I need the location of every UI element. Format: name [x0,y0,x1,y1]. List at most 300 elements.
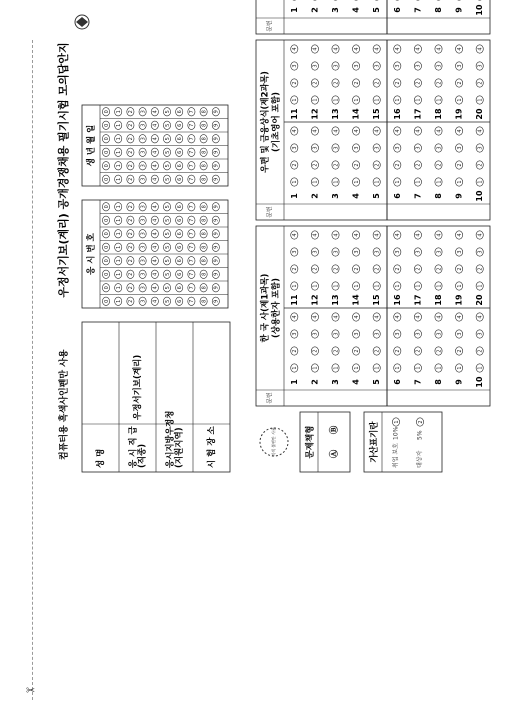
question-number: 13 [331,294,340,306]
exam-digit-bubble-label: 3 [140,232,147,236]
answer-bubble-label: 3 [312,250,319,254]
birth-digit-bubble-label: 8 [201,164,208,168]
answer-bubble-label: 3 [374,332,381,336]
question-number: 9 [454,193,464,199]
exam-digit-bubble-label: 4 [152,205,159,209]
answer-bubble-label: 1 [333,366,340,370]
exam-digit-bubble-label: 5 [164,218,171,222]
birth-digit-bubble-label: 1 [116,110,122,114]
exam-digit-bubble-label: 8 [201,205,208,209]
bonus-mark-bubble-label: 1 [393,420,400,424]
question-number: 5 [372,379,382,385]
birth-digit-bubble-label: 6 [177,164,183,168]
exam-digit-bubble-label: 9 [213,232,220,236]
info-label-2: (지원지역) [174,427,185,468]
answer-bubble-label: 3 [374,64,381,68]
answer-bubble-label: 2 [395,267,402,271]
answer-bubble-label: 3 [436,332,443,336]
answer-bubble-label: 4 [395,315,402,319]
answer-bubble-label: 4 [292,315,299,319]
answer-bubble-label: 1 [395,366,402,370]
birth-digit-bubble-label: 1 [116,137,122,141]
answer-bubble-label: 2 [312,81,319,85]
answer-bubble-label: 3 [456,146,463,150]
question-number: 4 [351,379,361,385]
question-header: 문번 [266,392,274,404]
question-number: 3 [331,7,340,13]
answer-bubble-label: 3 [456,64,463,68]
answer-bubble-label: 1 [292,98,299,102]
birth-digit-bubble-label: 3 [140,123,147,127]
question-number: 5 [372,193,382,199]
birth-digit-bubble-label: 5 [164,177,171,181]
birth-digit-bubble-label: 4 [152,123,159,127]
exam-digit-bubble-label: 5 [164,232,171,236]
exam-digit-bubble-label: 4 [152,286,159,290]
question-number: 16 [392,294,402,306]
birth-digit-bubble-label: 7 [189,137,196,141]
exam-digit-bubble-label: 9 [213,272,220,276]
answer-bubble-label: 3 [415,64,422,68]
exam-digit-bubble-label: 5 [164,245,171,249]
exam-digit-bubble-label: 2 [128,205,135,209]
answer-bubble-label: 3 [292,146,299,150]
answer-bubble-label: 2 [312,267,319,271]
answer-bubble-label: 2 [415,267,422,271]
birth-digit-bubble-label: 0 [103,137,110,141]
question-number: 2 [310,7,320,13]
exam-digit-bubble-label: 1 [116,218,122,222]
answer-bubble-label: 1 [436,180,443,184]
answer-bubble-label: 3 [312,64,319,68]
exam-digit-bubble-label: 1 [116,245,122,249]
answer-bubble-label: 3 [353,64,360,68]
info-label-1: (직종) [137,443,148,468]
answer-bubble-label: 2 [333,267,340,271]
question-number: 3 [331,193,340,199]
exam-digit-bubble-label: 1 [116,232,122,236]
exam-digit-bubble-label: 9 [213,299,220,303]
question-number: 4 [351,193,361,199]
question-number: 7 [413,193,423,199]
question-number: 11 [289,108,299,120]
answer-bubble-label: 1 [333,98,340,102]
birth-digit-bubble-label: 0 [103,150,110,154]
exam-digit-bubble-label: 6 [177,272,183,276]
answer-bubble-label: 1 [477,284,484,288]
question-number: 3 [331,379,340,385]
exam-digit-bubble-label: 9 [213,218,220,222]
answer-bubble-label: 1 [395,180,402,184]
answer-bubble-label: 4 [312,315,319,319]
answer-bubble-label: 2 [395,81,402,85]
answer-bubble-label: 4 [477,315,484,319]
answer-bubble-label: 1 [395,284,402,288]
exam-digit-bubble-label: 1 [116,299,122,303]
birth-digit-bubble-label: 9 [213,123,220,127]
exam-digit-bubble-label: 0 [103,232,110,236]
answer-bubble-label: 1 [374,98,381,102]
answer-bubble-label: 2 [395,163,402,167]
exam-digit-bubble-label: 2 [128,218,135,222]
answer-bubble-label: 3 [333,146,340,150]
answer-bubble-label: 1 [415,180,422,184]
answer-bubble-label: 4 [436,129,443,133]
cut-line [32,40,33,700]
answer-bubble-label: 3 [456,332,463,336]
birth-digit-bubble-label: 2 [128,150,135,154]
birth-digit-bubble-label: 9 [213,137,220,141]
bonus-label-1: 대상자 [416,450,424,468]
exam-digit-bubble-label: 2 [128,232,135,236]
birth-digit-bubble-label: 4 [152,137,159,141]
exam-digit-bubble-label: 8 [201,259,208,263]
answer-bubble-label: 2 [436,267,443,271]
birth-digit-bubble-label: 2 [128,110,135,114]
birth-digit-bubble-label: 3 [140,164,147,168]
answer-bubble-label: 4 [353,233,360,237]
birth-digit-bubble-label: 0 [103,164,110,168]
bonus-pct-1: 5% [416,430,424,440]
answer-bubble-label: 3 [415,332,422,336]
exam-digit-bubble-label: 6 [177,205,183,209]
answer-bubble-label: 2 [415,81,422,85]
book-type-title: 문제책형 [305,425,316,459]
exam-digit-bubble-label: 0 [103,218,110,222]
answer-bubble-label: 4 [292,47,299,51]
answer-bubble-label: 2 [353,267,360,271]
answer-bubble-label: 2 [312,163,319,167]
answer-bubble-label: 3 [415,146,422,150]
question-number: 6 [392,193,402,199]
answer-bubble-label: 4 [456,315,463,319]
answer-bubble-label: 1 [477,366,484,370]
exam-digit-bubble-label: 0 [103,272,110,276]
info-label-1: 응 시 직 급 [128,426,139,468]
birth-digit-bubble-label: 8 [201,110,208,114]
answer-bubble-label: 3 [312,146,319,150]
question-number: 1 [289,7,299,13]
info-value-1: 우정서기보(계리) [133,354,143,420]
answer-bubble-label: 4 [415,129,422,133]
question-number: 1 [289,193,299,199]
info-label-0: 성 명 [96,448,106,468]
answer-bubble-label: 4 [312,233,319,237]
answer-bubble-label: 4 [374,47,381,51]
answer-bubble-label: 1 [312,98,319,102]
answer-bubble-label: 3 [395,332,402,336]
answer-bubble-label: 4 [333,315,340,319]
exam-digit-bubble-label: 7 [189,286,196,290]
answer-bubble-label: 4 [312,47,319,51]
question-number: 7 [413,7,423,13]
answer-bubble-label: 1 [436,98,443,102]
answer-bubble-label: 4 [477,233,484,237]
answer-bubble-label: 4 [436,315,443,319]
birth-digit-bubble-label: 4 [152,177,159,181]
bonus-pct-0: 10% [392,426,400,440]
birth-digit-bubble-label: 5 [164,150,171,154]
exam-digit-bubble-label: 5 [164,299,171,303]
answer-bubble-label: 4 [292,233,299,237]
exam-digit-bubble-label: 0 [103,245,110,249]
answer-bubble-label: 4 [415,47,422,51]
birth-digit-bubble-label: 0 [103,177,110,181]
exam-digit-bubble-label: 2 [128,286,135,290]
question-number: 20 [475,294,485,306]
question-number: 10 [475,376,485,388]
answer-bubble-label: 3 [436,146,443,150]
exam-digit-bubble-label: 3 [140,286,147,290]
answer-bubble-label: 1 [333,284,340,288]
exam-digit-bubble-label: 8 [201,286,208,290]
exam-number-header: 응 시 번 호 [86,233,97,275]
answer-bubble-label: 1 [415,98,422,102]
question-number: 15 [372,108,382,120]
exam-digit-bubble-label: 5 [164,272,171,276]
birthdate-header: 생 년 월 일 [86,124,97,167]
answer-bubble-label: 2 [415,163,422,167]
answer-bubble-label: 4 [456,47,463,51]
answer-bubble-label: 1 [312,180,319,184]
question-number: 15 [372,294,382,306]
birth-digit-bubble-label: 8 [201,137,208,141]
answer-bubble-label: 4 [353,129,360,133]
question-header: 문번 [266,206,274,218]
question-number: 2 [310,379,320,385]
birth-digit-bubble-label: 6 [177,137,183,141]
exam-digit-bubble-label: 7 [189,205,196,209]
answer-bubble-label: 1 [436,366,443,370]
birth-digit-bubble-label: 3 [140,150,147,154]
answer-bubble-label: 4 [353,315,360,319]
subject-block-2 [256,0,490,34]
answer-bubble-label: 2 [477,349,484,353]
question-number: 17 [413,294,423,306]
answer-bubble-label: 4 [395,47,402,51]
answer-bubble-label: 2 [374,81,381,85]
exam-digit-bubble-label: 9 [213,286,220,290]
question-number: 20 [475,108,485,120]
birth-digit-bubble-label: 3 [140,110,147,114]
answer-bubble-label: 4 [374,129,381,133]
exam-digit-bubble-label: 6 [177,286,183,290]
answer-bubble-label: 1 [333,180,340,184]
birth-digit-bubble-label: 7 [189,123,196,127]
answer-bubble-label: 1 [312,284,319,288]
answer-bubble-label: 3 [477,146,484,150]
exam-digit-bubble-label: 7 [189,218,196,222]
birth-digit-bubble-label: 9 [213,164,220,168]
answer-bubble-label: 3 [353,146,360,150]
exam-digit-bubble-label: 6 [177,245,183,249]
answer-bubble-label: 2 [292,163,299,167]
answer-bubble-label: 1 [456,284,463,288]
birth-digit-bubble-label: 2 [128,164,135,168]
exam-digit-bubble-label: 2 [128,299,135,303]
birth-digit-bubble-label: 0 [103,110,110,114]
book-type-option-0: Ⓐ [329,449,340,459]
question-number: 14 [351,108,361,120]
book-type-option-1: Ⓑ [329,425,340,435]
birth-digit-bubble-label: 1 [116,177,122,181]
answer-bubble-label: 4 [353,47,360,51]
answer-bubble-label: 3 [353,332,360,336]
birth-digit-bubble-label: 5 [164,123,171,127]
exam-digit-bubble-label: 8 [201,245,208,249]
question-number: 18 [434,108,443,120]
subject-name-0: 한 국 사(제1과목) [260,273,271,343]
exam-digit-bubble-label: 9 [213,259,220,263]
answer-bubble-label: 2 [333,163,340,167]
answer-bubble-label: 4 [477,129,484,133]
answer-bubble-label: 3 [415,250,422,254]
birth-digit-bubble-label: 1 [116,123,122,127]
answer-bubble-label: 3 [374,146,381,150]
exam-digit-bubble-label: 8 [201,218,208,222]
birth-digit-bubble-label: 6 [177,150,183,154]
birth-digit-bubble-label: 5 [164,137,171,141]
answer-bubble-label: 3 [374,250,381,254]
answer-bubble-label: 1 [477,98,484,102]
question-number: 8 [434,379,443,385]
answer-bubble-label: 4 [456,129,463,133]
stamp-text: 적색 볼펜만 사용 [271,427,276,457]
birth-digit-bubble-label: 8 [201,177,208,181]
question-number: 9 [454,379,464,385]
answer-bubble-label: 4 [292,129,299,133]
answer-bubble-label: 2 [436,81,443,85]
exam-digit-bubble-label: 7 [189,245,196,249]
answer-bubble-label: 1 [353,366,360,370]
exam-digit-bubble-label: 4 [152,259,159,263]
answer-bubble-label: 1 [292,180,299,184]
answer-bubble-label: 1 [292,284,299,288]
exam-digit-bubble-label: 5 [164,286,171,290]
question-number: 19 [454,108,464,120]
exam-digit-bubble-label: 8 [201,299,208,303]
answer-bubble-label: 3 [292,64,299,68]
answer-bubble-label: 2 [436,349,443,353]
subject-sub-1: (기초영어 포함) [271,92,282,152]
exam-digit-bubble-label: 7 [189,272,196,276]
answer-bubble-label: 2 [456,81,463,85]
answer-bubble-label: 1 [353,284,360,288]
answer-bubble-label: 2 [395,349,402,353]
exam-digit-bubble-label: 4 [152,245,159,249]
answer-bubble-label: 3 [395,64,402,68]
question-number: 5 [372,7,382,13]
answer-bubble-label: 3 [456,250,463,254]
answer-bubble-label: 1 [353,180,360,184]
answer-bubble-label: 1 [374,284,381,288]
bonus-mark-bubble-label: 2 [417,420,424,424]
pen-note: 컴퓨터용 흑색사인펜만 사용 [59,349,70,460]
exam-digit-bubble-label: 1 [116,272,122,276]
answer-bubble-label: 4 [333,129,340,133]
exam-digit-bubble-label: 5 [164,205,171,209]
question-number: 18 [434,294,443,306]
exam-digit-bubble-label: 7 [189,299,196,303]
bonus-label-0: 취업 보호 [392,442,400,468]
answer-bubble-label: 2 [456,349,463,353]
answer-bubble-label: 2 [353,163,360,167]
exam-digit-bubble-label: 3 [140,299,147,303]
exam-digit-bubble-label: 3 [140,218,147,222]
birth-digit-bubble-label: 3 [140,137,147,141]
exam-digit-bubble-label: 6 [177,259,183,263]
rotated-sheet [38,4,508,670]
exam-digit-bubble-label: 7 [189,259,196,263]
answer-bubble-label: 4 [436,233,443,237]
birth-digit-bubble-label: 7 [189,110,196,114]
birth-digit-bubble-label: 9 [213,150,220,154]
answer-bubble-label: 3 [436,64,443,68]
birth-digit-bubble-label: 8 [201,150,208,154]
birth-digit-bubble-label: 6 [177,177,183,181]
exam-digit-bubble-label: 2 [128,259,135,263]
answer-bubble-label: 2 [333,81,340,85]
subject-sub-0: (상용한자 포함) [271,278,282,338]
landscape-layer [56,0,490,472]
answer-bubble-label: 1 [456,366,463,370]
question-number: 11 [289,294,299,306]
question-number: 16 [392,108,402,120]
answer-bubble-label: 3 [333,250,340,254]
birth-digit-bubble-label: 2 [128,137,135,141]
exam-digit-bubble-label: 0 [103,205,110,209]
exam-digit-bubble-label: 3 [140,259,147,263]
answer-bubble-label: 4 [456,233,463,237]
exam-digit-bubble-label: 9 [213,245,220,249]
exam-digit-bubble-label: 0 [103,299,110,303]
exam-digit-bubble-label: 1 [116,286,122,290]
question-number: 4 [351,7,361,13]
answer-bubble-label: 3 [353,250,360,254]
birth-digit-bubble-label: 0 [103,123,110,127]
exam-digit-bubble-label: 8 [201,232,208,236]
answer-bubble-label: 2 [292,267,299,271]
exam-digit-bubble-label: 3 [140,205,147,209]
answer-bubble-label: 4 [415,233,422,237]
info-label-3: 시 험 장 소 [207,426,217,468]
birth-digit-bubble-label: 2 [128,123,135,127]
question-number: 17 [413,108,423,120]
answer-bubble-label: 3 [292,250,299,254]
birth-digit-bubble-label: 7 [189,164,196,168]
birth-digit-bubble-label: 9 [213,110,220,114]
exam-digit-bubble-label: 6 [177,299,183,303]
answer-bubble-label: 1 [374,366,381,370]
question-number: 14 [351,294,361,306]
answer-bubble-label: 2 [292,349,299,353]
question-number: 8 [434,7,443,13]
birth-digit-bubble-label: 6 [177,110,183,114]
question-number: 10 [475,4,485,16]
answer-bubble-label: 2 [312,349,319,353]
exam-digit-bubble-label: 2 [128,245,135,249]
answer-bubble-label: 4 [395,129,402,133]
question-number: 1 [289,379,299,385]
bonus-title: 가산표기란 [369,421,380,463]
exam-digit-bubble-label: 1 [116,259,122,263]
answer-bubble-label: 4 [374,233,381,237]
subject-name-1: 우편 및 금융상식(제2과목) [260,71,271,173]
exam-digit-bubble-label: 7 [189,232,196,236]
answer-bubble-label: 1 [312,366,319,370]
answer-bubble-label: 2 [353,349,360,353]
birth-digit-bubble-label: 8 [201,123,208,127]
